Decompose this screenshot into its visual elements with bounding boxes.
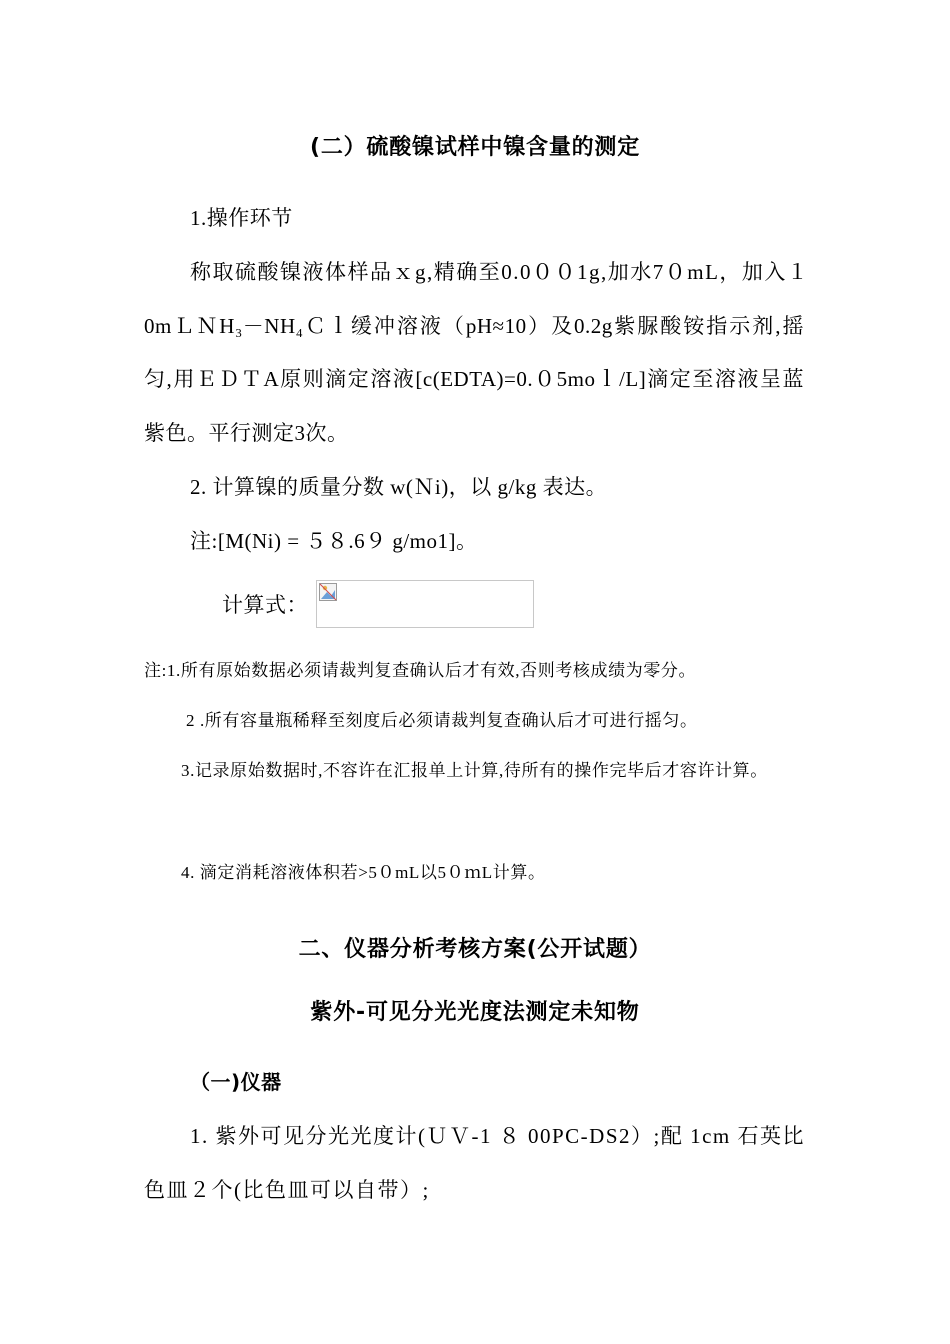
instrument-line: 色皿２个(比色皿可以自带）; [144, 1178, 430, 1202]
note-item: 2 .所有容量瓶稀释至刻度后必须请裁判复查确认后才可进行摇匀。 [186, 711, 698, 730]
section2-title: 二、仪器分析考核方案(公开试题） [298, 937, 652, 962]
procedure-line: 0mＬＮH₃－NH₄Ｃｌ缓冲溶液（pH≈10）及0.2g紫脲酸铵指示剂,摇 [144, 314, 804, 338]
section2-subtitle: 紫外-可见分光光度法测定未知物 [310, 1000, 640, 1025]
note-item: 3.记录原始数据时,不容许在汇报单上计算,待所有的操作完毕后才容许计算。 [181, 761, 768, 780]
procedure-line: 匀,用ＥＤＴA原则滴定溶液[c(EDTA)=0.０5moｌ/L]滴定至溶液呈蓝 [144, 367, 804, 391]
formula-image-placeholder [316, 580, 534, 628]
formula-label: 计算式： [222, 593, 308, 617]
broken-image-icon [319, 583, 337, 601]
calculation-heading: 2. 计算镍的质量分数 w(Ｎi)，以 g/kg 表达。 [190, 475, 608, 499]
instrument-heading: （一)仪器 [190, 1070, 282, 1094]
procedure-line: 称取硫酸镍液体样品ｘg,精确至0.0００1g,加水7０mL，加入１ [190, 260, 810, 284]
molar-mass-note: 注:[M(Ni) = ５８.6９ g/mo1]。 [190, 529, 478, 553]
procedure-line: 紫色。平行测定3次。 [144, 421, 349, 445]
note-item: 注:1.所有原始数据必须请裁判复查确认后才有效,否则考核成绩为零分。 [144, 661, 697, 680]
operation-heading: 1.操作环节 [190, 206, 293, 230]
section-title: (二）硫酸镍试样中镍含量的测定 [309, 135, 641, 160]
note-item: 4. 滴定消耗溶液体积若>5０mL以5０ｍL计算。 [181, 863, 546, 882]
instrument-line: 1. 紫外可见分光光度计(ＵＶ-1 ８ 00PC-DS2）;配 1cm 石英比 [190, 1124, 805, 1148]
